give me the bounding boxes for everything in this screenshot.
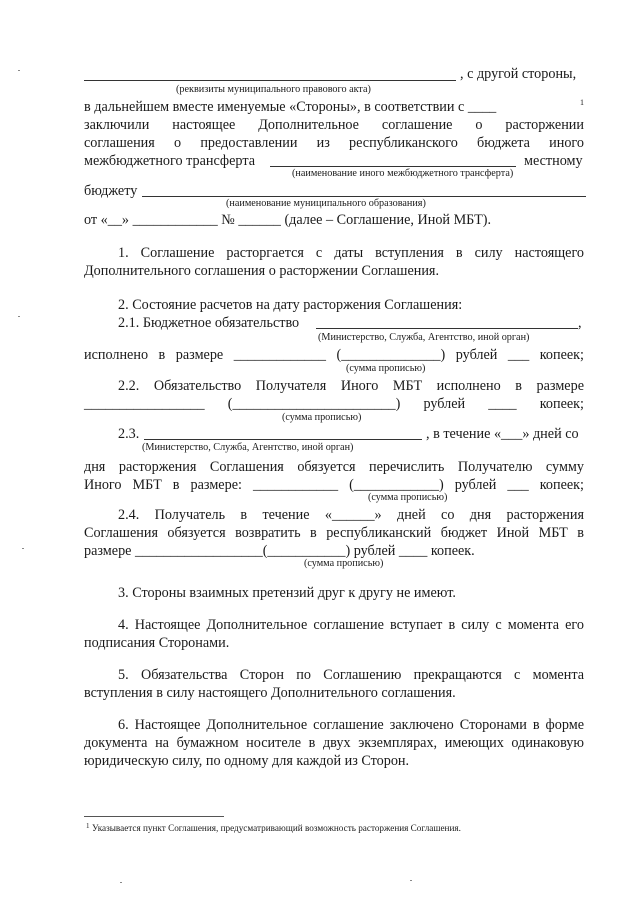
p2-2-line-2: _________________ (_______________________) рублей ____ копеек; — [84, 396, 584, 412]
p2-1-body-blank — [316, 328, 578, 329]
footnote-separator — [84, 816, 224, 817]
preamble-line-2: в дальнейшем вместе именуемые «Стороны», в соответствии с ____ — [84, 99, 497, 115]
transfer-name-caption: (наименование иного межбюджетного трансферта) — [292, 168, 514, 179]
p2-3-caption-1: (Министерство, Служба, Агентство, иной орган) — [142, 442, 354, 453]
preamble-line-7: от «__» ____________ № ______ (далее – Соглашение, Иной МБТ). — [84, 212, 492, 228]
p2-1-caption-2: (сумма прописью) — [346, 363, 426, 374]
preamble-line-1-right: , с другой стороны, — [460, 66, 577, 82]
p2-4-caption: (сумма прописью) — [304, 558, 384, 569]
legal-act-blank — [84, 80, 456, 81]
p6-line-1: 6. Настоящее Дополнительное соглашение заключено Сторонами в форме — [118, 717, 584, 733]
footnote-ref-mark: 1 — [580, 98, 584, 107]
p2-3-caption-2: (сумма прописью) — [368, 492, 448, 503]
p2-1-line-2: исполнено в размере _____________ (______________) рублей ___ копеек; — [84, 347, 584, 363]
municipality-blank — [142, 196, 586, 197]
p2-3-body-blank — [144, 439, 422, 440]
preamble-line-5-right: местному — [524, 153, 583, 169]
p3-line-1: 3. Стороны взаимных претензий друг к другу не имеют. — [118, 585, 456, 601]
municipality-caption: (наименование муниципального образования) — [226, 198, 426, 209]
p2-3-line-3: Иного МБТ в размере: ____________ (____________) рублей ___ копеек; — [84, 477, 584, 493]
p4-line-1: 4. Настоящее Дополнительное соглашение вступает в силу с момента его — [118, 617, 584, 633]
scan-speck — [120, 882, 122, 883]
p2-title: 2. Состояние расчетов на дату расторжения Соглашения: — [118, 297, 463, 313]
scan-speck — [22, 548, 24, 549]
p2-2-line-1: 2.2. Обязательство Получателя Иного МБТ исполнено в размере — [118, 378, 584, 394]
p1-line-2: Дополнительного соглашения о расторжении Соглашения. — [84, 263, 439, 279]
scan-speck — [18, 316, 20, 317]
preamble-line-6-left: бюджету — [84, 183, 138, 199]
scan-speck — [410, 880, 412, 881]
p5-line-1: 5. Обязательства Сторон по Соглашению прекращаются с момента — [118, 667, 584, 683]
p6-line-3: юридическую силу, по одному для каждой из Сторон. — [84, 753, 410, 769]
p2-4-line-1: 2.4. Получатель в течение «______» дней со дня расторжения — [118, 507, 584, 523]
p2-4-line-2: Соглашения обязуется возвратить в республиканский бюджет Иной МБТ в — [84, 525, 584, 541]
p2-4-line-3: размере __________________(___________) рублей ____ копеек. — [84, 543, 475, 559]
legal-act-caption: (реквизиты муниципального правового акта) — [176, 84, 371, 95]
p2-1-caption-1: (Министерство, Служба, Агентство, иной орган) — [318, 332, 530, 343]
footnote-mark: 1 — [86, 822, 90, 830]
footnote-text: Указывается пункт Соглашения, предусматривающий возможность расторжения Соглашения. — [92, 823, 461, 833]
scan-speck — [18, 70, 20, 71]
p2-1-line-1-right: , — [578, 315, 582, 331]
preamble-line-5-left: межбюджетного трансферта — [84, 153, 256, 169]
p6-line-2: документа на бумажном носителе в двух экземплярах, имеющих одинаковую — [84, 735, 584, 751]
p5-line-2: вступления в силу настоящего Дополнительного соглашения. — [84, 685, 456, 701]
transfer-name-blank — [270, 166, 516, 167]
p4-line-2: подписания Сторонами. — [84, 635, 230, 651]
p2-3-line-2: дня расторжения Соглашения обязуется перечислить Получателю сумму — [84, 459, 584, 475]
preamble-line-4: соглашения о предоставлении из республиканского бюджета иного — [84, 135, 584, 151]
p2-3-line-1-left: 2.3. — [118, 426, 140, 442]
preamble-line-3: заключили настоящее Дополнительное соглашение о расторжении — [84, 117, 584, 133]
p2-3-line-1-right: , в течение «___» дней со — [426, 426, 579, 442]
p2-1-line-1-left: 2.1. Бюджетное обязательство — [118, 315, 300, 331]
p1-line-1: 1. Соглашение расторгается с даты вступления в силу настоящего — [118, 245, 584, 261]
p2-2-caption: (сумма прописью) — [282, 412, 362, 423]
